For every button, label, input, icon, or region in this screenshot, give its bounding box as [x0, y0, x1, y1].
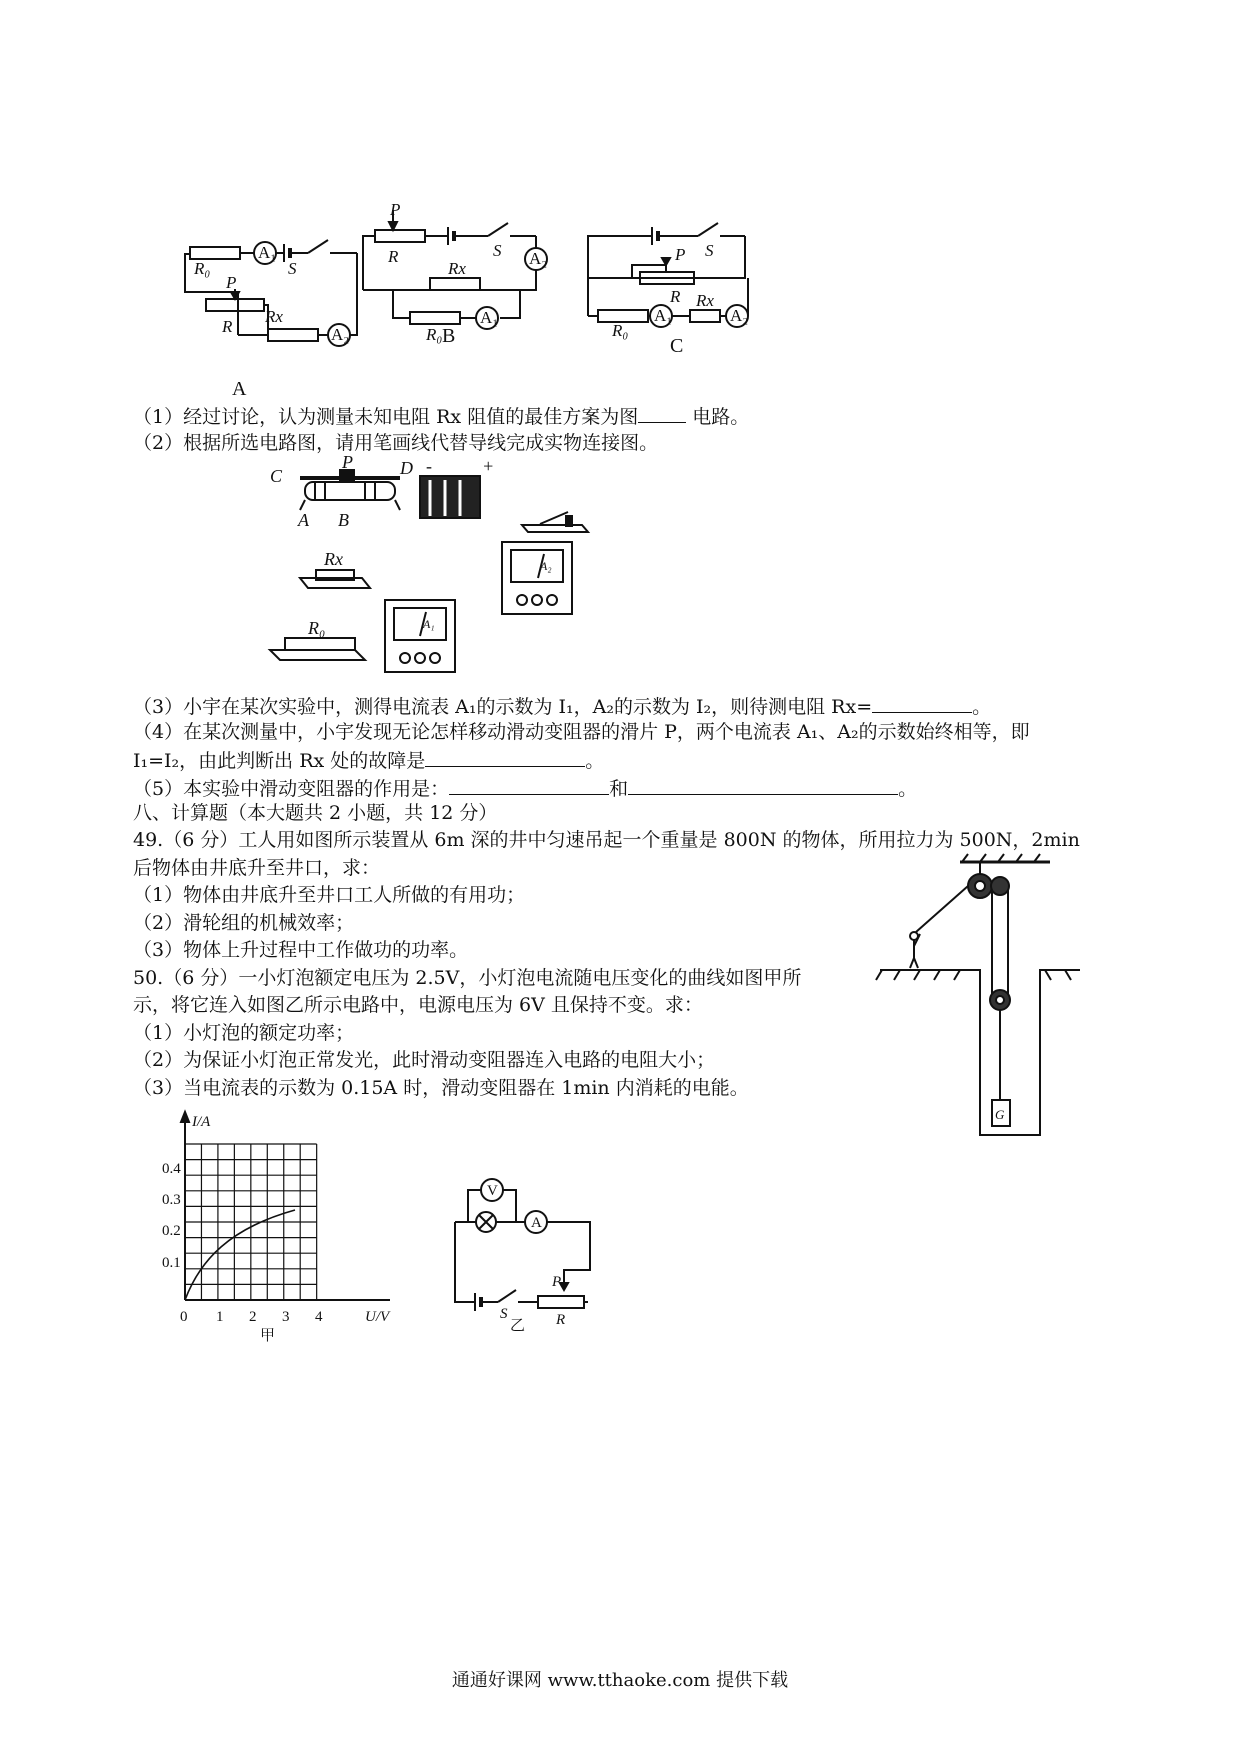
q50-stem-line1: 50.（6 分）一小灯泡额定电压为 2.5V，小灯泡电流随电压变化的曲线如图甲所 — [133, 967, 802, 989]
r-label: R — [556, 1312, 566, 1328]
s-label: S — [500, 1306, 508, 1322]
p-label: P — [675, 245, 686, 264]
answer-blank — [628, 774, 898, 795]
y-tick-3: 0.3 — [162, 1192, 181, 1208]
ammeter-a1-label: A₁ — [654, 306, 673, 325]
terminal-b-label: B — [338, 510, 349, 530]
y-tick-4: 0.4 — [162, 1161, 181, 1177]
r0-label: R₀ — [612, 321, 629, 340]
answer-blank — [449, 774, 609, 795]
weight-g-label: G — [995, 1107, 1005, 1122]
rx-label: Rx — [696, 291, 714, 310]
rx-board-label: Rx — [324, 549, 343, 569]
x-tick-1: 1 — [216, 1309, 224, 1325]
ammeter-a2-label: A₂ — [730, 306, 749, 325]
circuit-caption: 乙 — [510, 1318, 526, 1334]
s-label: S — [288, 259, 297, 278]
r0-board-label: R₀ — [308, 618, 326, 638]
q48-part1: （1）经过讨论，认为测量未知电阻 Rx 阻值的最佳方案为图 电路。 — [133, 402, 749, 430]
y-axis-label: I/A — [192, 1114, 211, 1130]
q50-part2: （2）为保证小灯泡正常发光，此时滑动变阻器连入电路的电阻大小； — [133, 1049, 716, 1071]
q49-part1: （1）物体由井底升至井口工人所做的有用功； — [133, 884, 526, 906]
q49-stem-line2: 后物体由井底升至井口，求： — [133, 857, 381, 879]
q49-stem-line1: 49.（6 分）工人用如图所示装置从 6m 深的井中匀速吊起一个重量是 800N 的物体，所用拉力为 500N，2min — [133, 829, 1080, 851]
q48-part3: （3）小宇在某次实验中，测得电流表 A₁的示数为 I₁，A₂的示数为 I₂，则待测电阻 Rx= 。 — [133, 692, 991, 720]
circuit-yi — [440, 1170, 620, 1334]
fig-b-label: B — [442, 325, 456, 347]
answer-blank — [872, 692, 972, 713]
x-axis-label: U/V — [365, 1309, 390, 1325]
r-label: R — [388, 247, 399, 266]
ammeter-a1-label: A₁ — [480, 308, 499, 327]
s-label: S — [493, 241, 502, 260]
origin-label: 0 — [180, 1309, 188, 1325]
meter-a1-label: A₁ — [423, 617, 435, 631]
battery-plus-label: + — [482, 456, 495, 476]
q50-part1: （1）小灯泡的额定功率； — [133, 1022, 355, 1044]
y-tick-1: 0.1 — [162, 1255, 181, 1271]
q50-part3: （3）当电流表的示数为 0.15A 时，滑动变阻器在 1min 内消耗的电能。 — [133, 1077, 749, 1099]
terminal-c-label: C — [270, 466, 283, 486]
answer-blank — [638, 402, 686, 423]
q49-part3: （3）物体上升过程中工作做功的功率。 — [133, 939, 469, 961]
circuit-diagrams — [170, 200, 860, 400]
p-label: P — [390, 200, 401, 219]
x-tick-3: 3 — [282, 1309, 290, 1325]
x-tick-4: 4 — [315, 1309, 323, 1325]
ammeter-a2-label: A₂ — [529, 249, 548, 268]
fig-c-label: C — [670, 335, 684, 357]
ammeter-a1-label: A₁ — [258, 243, 277, 262]
p-label: P — [552, 1274, 562, 1290]
terminal-d-label: D — [400, 458, 413, 478]
ammeter-a2-label: A₂ — [331, 325, 350, 344]
graph-caption: 甲 — [260, 1328, 276, 1344]
answer-blank — [425, 746, 585, 767]
r-label: R — [222, 317, 233, 336]
q48-part2: （2）根据所选电路图，请用笔画线代替导线完成实物连接图。 — [133, 432, 659, 454]
footer: 通通好课网 www.tthaoke.com 提供下载 — [451, 1670, 789, 1691]
q48-part5: （5）本实验中滑动变阻器的作用是： 和 。 — [133, 774, 917, 802]
y-tick-2: 0.2 — [162, 1223, 181, 1239]
s-label: S — [705, 241, 714, 260]
graph-jia — [140, 1110, 420, 1350]
x-tick-2: 2 — [249, 1309, 257, 1325]
pulley-well-figure — [880, 860, 1080, 1120]
meter-a2-label: A₂ — [540, 559, 552, 573]
voltmeter-label: V — [487, 1183, 498, 1199]
apparatus-drawing — [270, 452, 670, 685]
ammeter-label: A — [531, 1215, 542, 1231]
q48-part4-line1: （4）在某次测量中，小宇发现无论怎样移动滑动变阻器的滑片 P，两个电流表 A₁、A₂的示数始终相等，即 — [133, 721, 1030, 743]
terminal-p-label: P — [342, 452, 353, 472]
q49-part2: （2）滑轮组的机械效率； — [133, 912, 355, 934]
r0-label: R₀ — [194, 259, 211, 278]
rx-label: Rx — [265, 307, 283, 326]
section8-heading: 八、计算题（本大题共 2 小题，共 12 分） — [133, 802, 498, 824]
q48-part4-line2: I₁=I₂，由此判断出 Rx 处的故障是 。 — [133, 746, 604, 774]
fig-a-label: A — [232, 378, 247, 400]
rx-label: Rx — [448, 259, 466, 278]
p-label: P — [226, 273, 237, 292]
battery-minus-label: - — [426, 456, 432, 476]
terminal-a-label: A — [298, 510, 309, 530]
r0-label: R₀ — [426, 325, 443, 344]
r-label: R — [670, 287, 681, 306]
q50-stem-line2: 示，将它连入如图乙所示电路中，电源电压为 6V 且保持不变。求： — [133, 994, 703, 1016]
